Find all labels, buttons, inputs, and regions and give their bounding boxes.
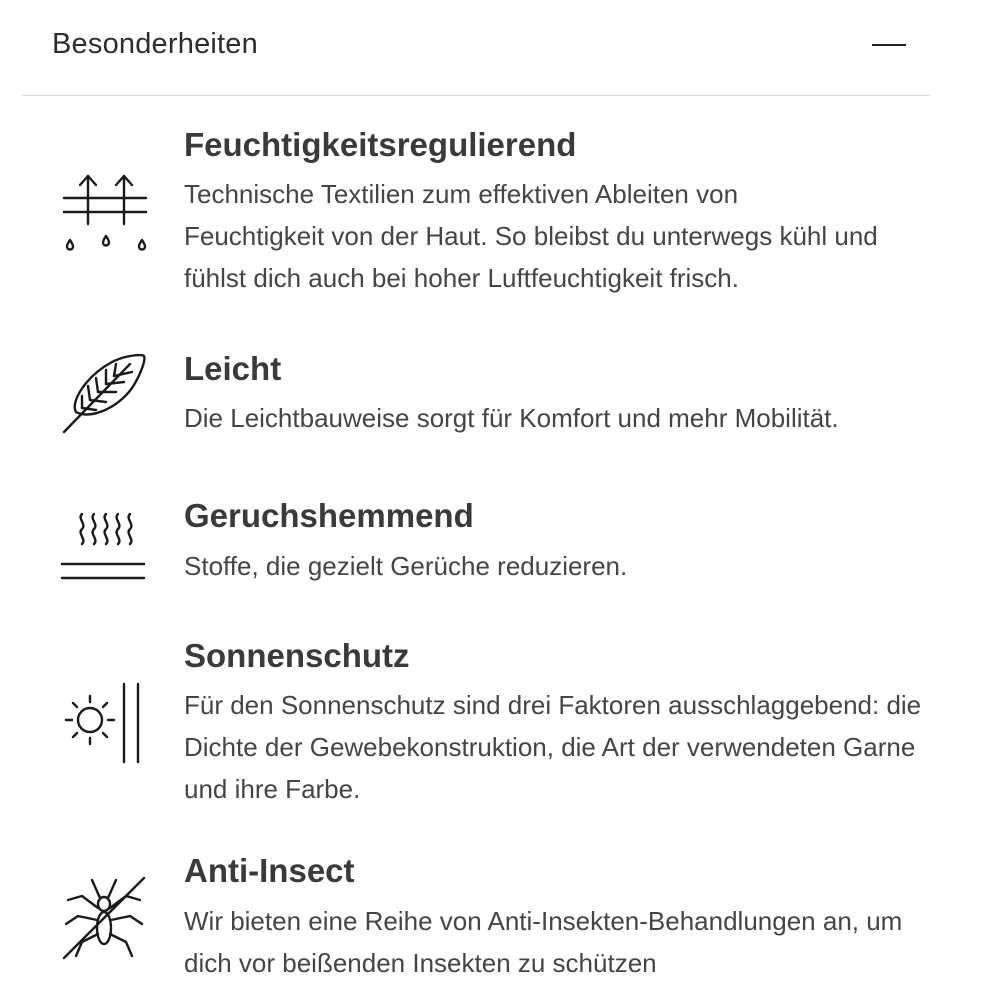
feature-title: Anti-Insect: [184, 852, 355, 889]
feature-description: Wir bieten eine Reihe von Anti-Insekten-Behandlungen an, um dich vor beißenden Insekten zu schützen: [184, 906, 903, 978]
feather-icon: [60, 352, 150, 436]
minus-icon: [872, 44, 906, 46]
feature-description: Die Leichtbauweise sorgt für Komfort und mehr Mobilität.: [184, 403, 839, 433]
divider: [22, 95, 930, 96]
collapse-button[interactable]: [866, 30, 914, 62]
feature-title: Leicht: [184, 350, 282, 387]
feature-title: Sonnenschutz: [184, 637, 410, 674]
feature-description: Stoffe, die gezielt Gerüche reduzieren.: [184, 551, 628, 581]
feature-description: Technische Textilien zum effektiven Ableiten von Feuchtigkeit von der Haut. So bleibst du unterwegs kühl und fühlst dich auch bei hoher Luftfeuchtigkeit frisch.: [184, 179, 878, 293]
feature-description: Für den Sonnenschutz sind drei Faktoren ausschlaggebend: die Dichte der Gewebekonstruktion, die Art der verwendeten Garne und ihre Farbe.: [184, 690, 922, 804]
sun-protection-icon: [58, 682, 148, 766]
moisture-wicking-icon: [56, 168, 152, 258]
feature-title: Geruchshemmend: [184, 497, 474, 534]
feature-title: Feuchtigkeitsregulierend: [184, 126, 577, 163]
section-header[interactable]: [0, 0, 930, 96]
section-title: Besonderheiten: [52, 28, 258, 60]
anti-insect-icon: [60, 872, 148, 962]
odor-control-icon: [60, 508, 146, 586]
